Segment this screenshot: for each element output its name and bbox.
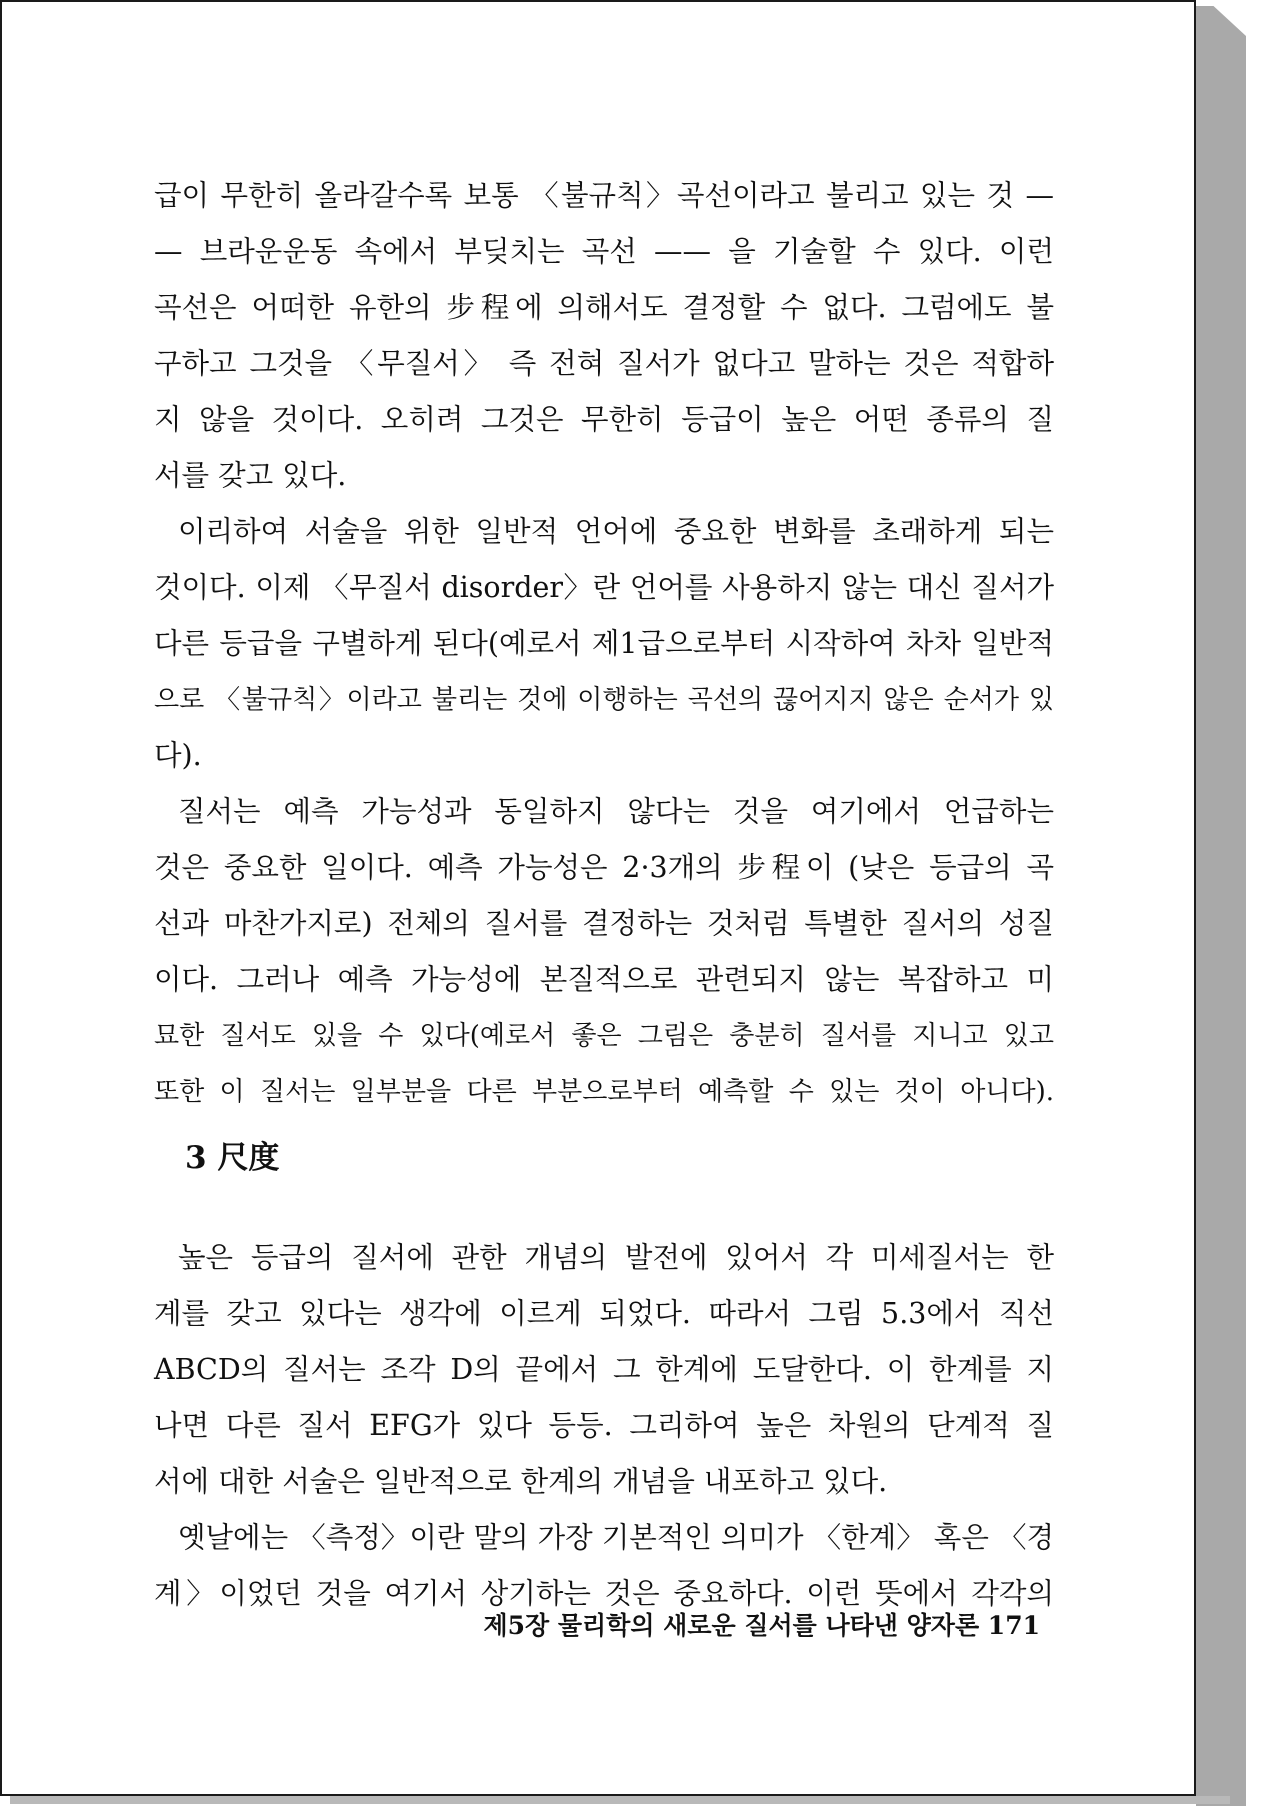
text-line: 으로 〈불규칙〉이라고 불리는 것에 이행하는 곡선의 끊어지지 않은 순서가 있 bbox=[154, 685, 1054, 715]
text-line: 높은 등급의 질서에 관한 개념의 발전에 있어서 각 미세질서는 한 bbox=[178, 1241, 1054, 1274]
text-line: 서에 대한 서술은 일반적으로 한계의 개념을 내포하고 있다. bbox=[154, 1465, 888, 1498]
text-line: ABCD의 질서는 조각 D의 끝에서 그 한계에 도달한다. 이 한계를 지 bbox=[154, 1353, 1054, 1386]
running-footer: 제5장 물리학의 새로운 질서를 나타낸 양자론 171 bbox=[483, 1611, 1040, 1640]
text-line: 계를 갖고 있다는 생각에 이르게 되었다. 따라서 그림 5.3에서 직선 bbox=[154, 1297, 1054, 1330]
text-line: 계〉이었던 것을 여기서 상기하는 것은 중요하다. 이런 뜻에서 각각의 bbox=[154, 1577, 1054, 1610]
body-text-top bbox=[154, 168, 1054, 1120]
text-line: 옛날에는 〈측정〉이란 말의 가장 기본적인 의미가 〈한계〉 혹은 〈경 bbox=[178, 1521, 1054, 1554]
text-line: 다른 등급을 구별하게 된다(예로서 제1급으로부터 시작하여 차차 일반적 bbox=[154, 627, 1054, 660]
text-line: 질서는 예측 가능성과 동일하지 않다는 것을 여기에서 언급하는 bbox=[178, 795, 1054, 828]
text-line: 나면 다른 질서 EFG가 있다 등등. 그리하여 높은 차원의 단계적 질 bbox=[154, 1409, 1054, 1442]
text-line: — 브라운운동 속에서 부딪치는 곡선 —— 을 기술할 수 있다. 이런 bbox=[154, 235, 1054, 268]
text-line: 서를 갖고 있다. bbox=[154, 459, 347, 492]
page-bottom-shadow bbox=[10, 1796, 1230, 1804]
text-line: 곡선은 어떠한 유한의 步程에 의해서도 결정할 수 없다. 그럼에도 불 bbox=[154, 291, 1054, 324]
text-line: 구하고 그것을 〈무질서〉 즉 전혀 질서가 없다고 말하는 것은 적합하 bbox=[154, 347, 1054, 380]
text-line: 것이다. 이제 〈무질서 disorder〉란 언어를 사용하지 않는 대신 질서가 bbox=[154, 571, 1054, 604]
text-line: 또한 이 질서는 일부분을 다른 부분으로부터 예측할 수 있는 것이 아니다). bbox=[154, 1077, 1054, 1107]
text-line: 다). bbox=[154, 739, 202, 772]
text-line: 묘한 질서도 있을 수 있다(예로서 좋은 그림은 충분히 질서를 지니고 있고 bbox=[154, 1021, 1054, 1051]
text-line: 선과 마찬가지로) 전체의 질서를 결정하는 것처럼 특별한 질서의 성질 bbox=[154, 907, 1054, 940]
text-line: 이리하여 서술을 위한 일반적 언어에 중요한 변화를 초래하게 되는 bbox=[178, 515, 1054, 548]
section-heading: 3 尺度 bbox=[185, 1140, 280, 1176]
page-stack-edge bbox=[1196, 6, 1246, 1806]
text-line: 것은 중요한 일이다. 예측 가능성은 2·3개의 步程이 (낮은 등급의 곡 bbox=[154, 851, 1054, 884]
body-text-bottom bbox=[154, 1230, 1054, 1622]
text-line: 급이 무한히 올라갈수록 보통 〈불규칙〉곡선이라고 불리고 있는 것 — bbox=[154, 179, 1054, 212]
text-line: 이다. 그러나 예측 가능성에 본질적으로 관련되지 않는 복잡하고 미 bbox=[154, 963, 1054, 996]
text-line: 지 않을 것이다. 오히려 그것은 무한히 등급이 높은 어떤 종류의 질 bbox=[154, 403, 1054, 436]
